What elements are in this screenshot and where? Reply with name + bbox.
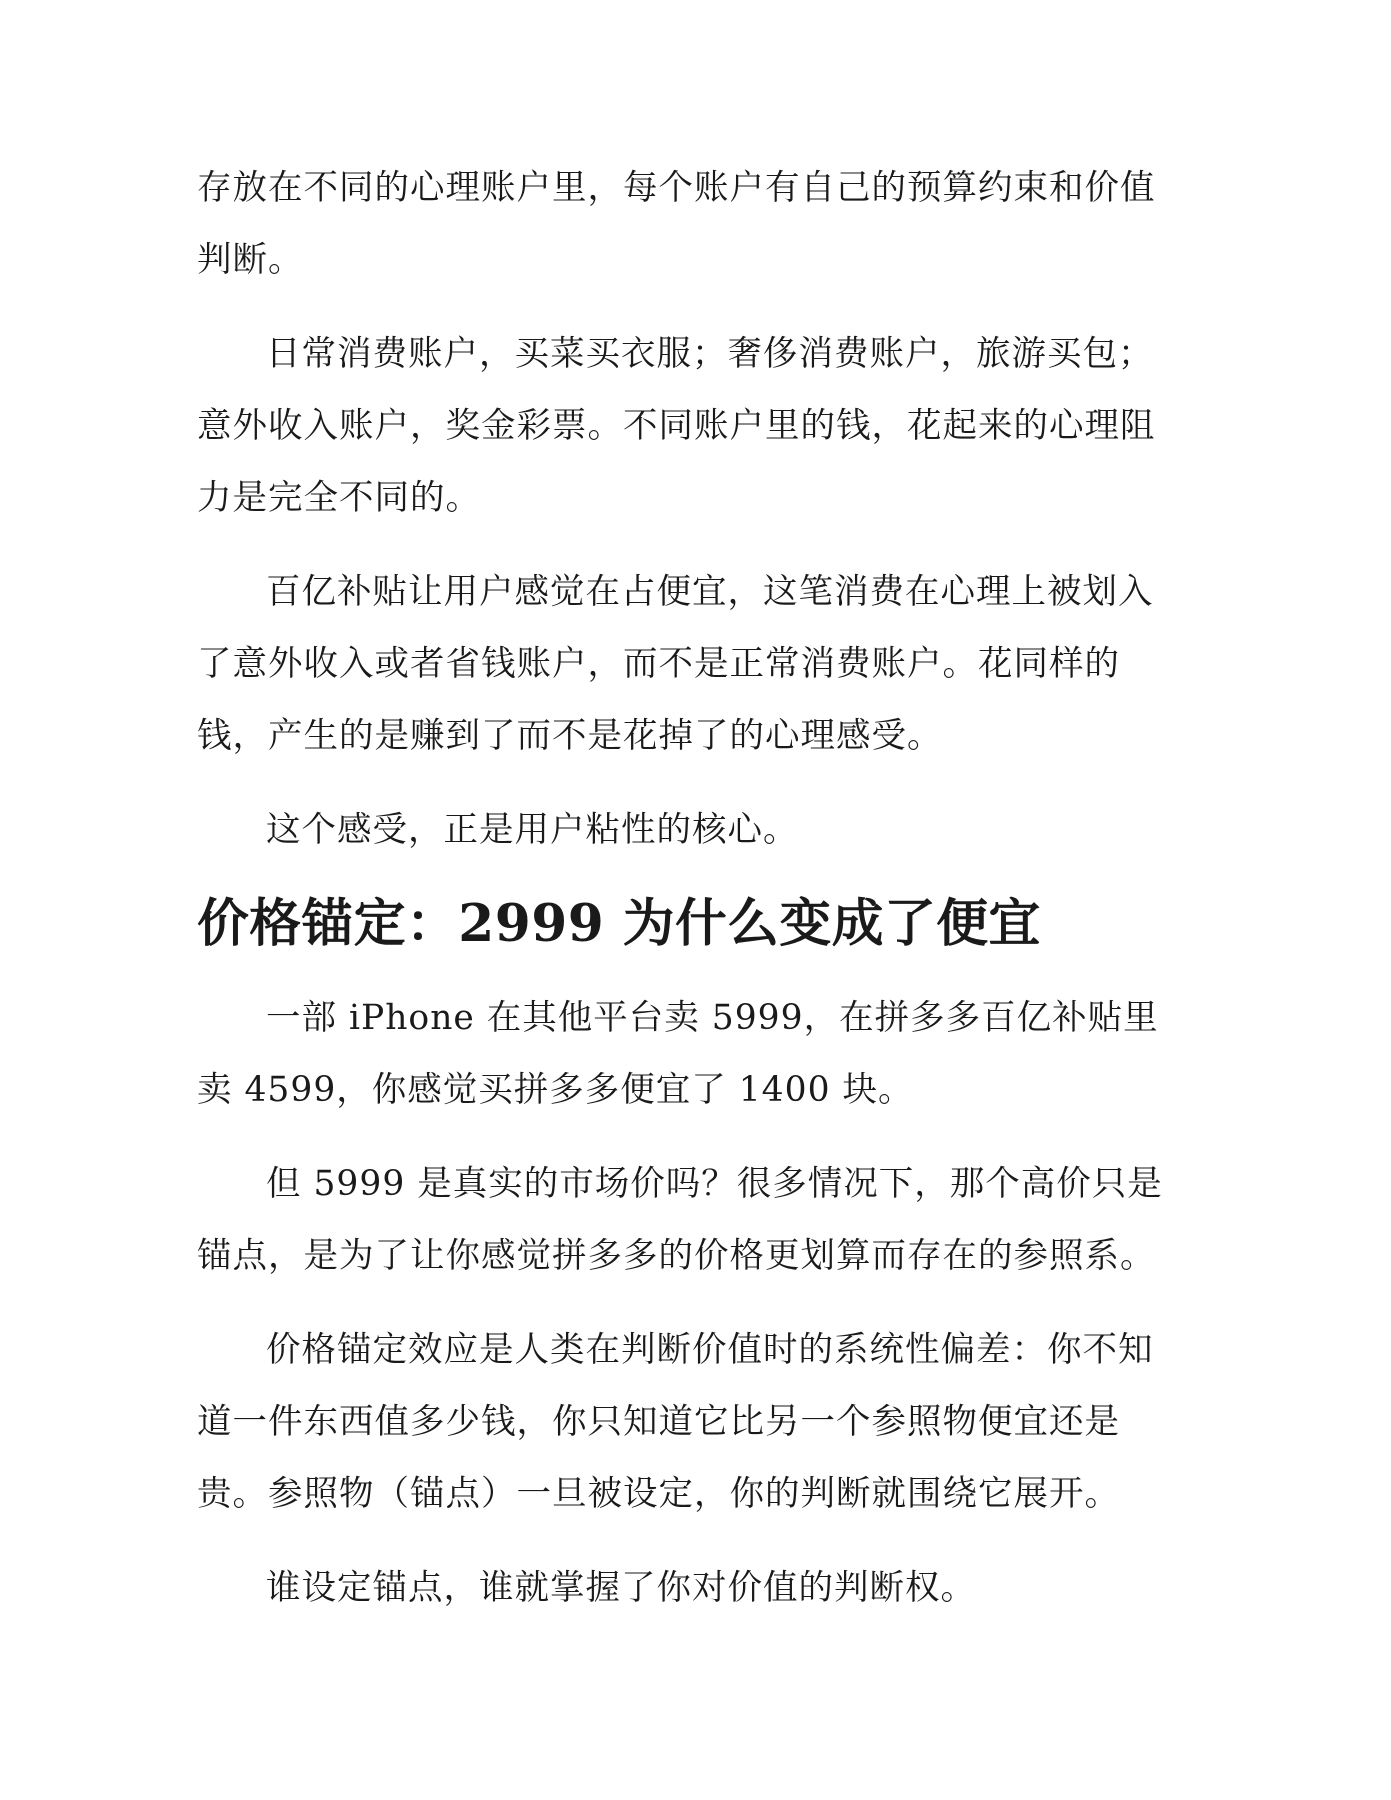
document-body xyxy=(197,152,1187,1646)
paragraph-anchor-question: 但 5999 是真实的市场价吗？很多情况下，那个高价只是锚点，是为了让你感觉拼多多的价格更划算而存在的参照系。 xyxy=(197,1164,1163,1276)
paragraph-user-stickiness: 这个感受，正是用户粘性的核心。 xyxy=(266,810,799,850)
paragraph-mental-accounts: 日常消费账户，买菜买衣服；奢侈消费账户，旅游买包；意外收入账户，奖金彩票。不同账户里的钱，花起来的心理阻力是完全不同的。 xyxy=(197,334,1156,518)
paragraph-anchoring-effect: 价格锚定效应是人类在判断价值时的系统性偏差：你不知道一件东西值多少钱，你只知道它比另一个参照物便宜还是贵。参照物（锚点）一旦被设定，你的判断就围绕它展开。 xyxy=(197,1330,1154,1514)
paragraph-iphone-example: 一部 iPhone 在其他平台卖 5999，在拼多多百亿补贴里卖 4599，你感觉买拼多多便宜了 1400 块。 xyxy=(197,998,1159,1110)
paragraph-subsidy-effect: 百亿补贴让用户感觉在占便宜，这笔消费在心理上被划入了意外收入或者省钱账户，而不是正常消费账户。花同样的钱，产生的是赚到了而不是花掉了的心理感受。 xyxy=(197,572,1154,756)
section-heading: 价格锚定：2999 为什么变成了便宜 xyxy=(197,893,1041,954)
paragraph-continuation: 存放在不同的心理账户里，每个账户有自己的预算约束和价值判断。 xyxy=(197,168,1156,280)
paragraph-conclusion: 谁设定锚点，谁就掌握了你对价值的判断权。 xyxy=(266,1568,976,1608)
